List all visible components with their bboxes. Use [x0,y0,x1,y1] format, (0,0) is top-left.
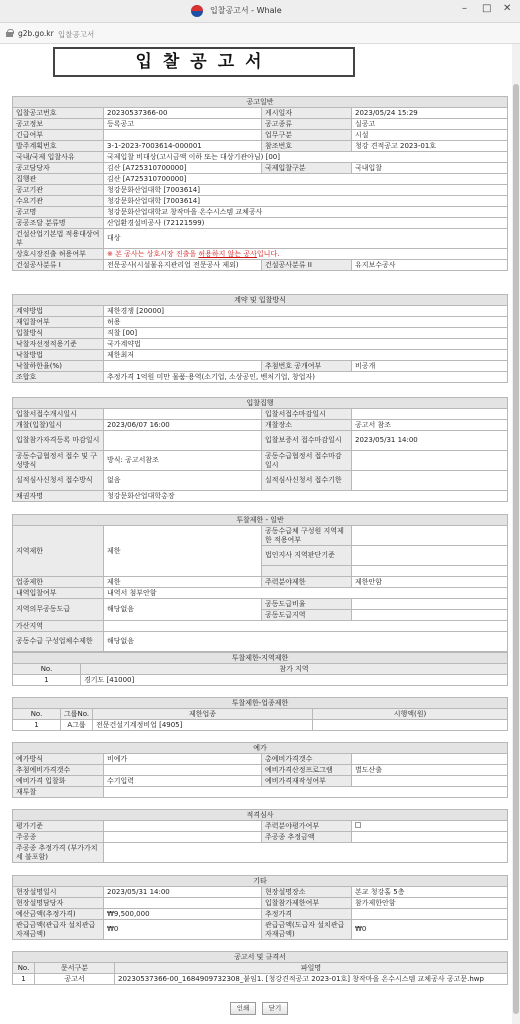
label: 주공종 [13,832,104,843]
label: 입찰방식 [13,328,104,339]
cia-target: 대상 [104,229,508,249]
site-place: 본교 청강홀 5층 [352,887,508,898]
page-content [0,44,520,1024]
label: 국내/국제 입찰사유 [13,152,104,163]
address-host: g2b.go.kr [18,29,54,38]
label: 주공종 추정금액 [262,832,352,843]
label: 공공조달 분류명 [13,218,104,229]
label: 내역입찰여부 [13,588,104,599]
open-place: 공고서 참조 [352,420,508,431]
label: 공고담당자 [13,163,104,174]
bid-way: 직찰 [00] [104,328,508,339]
perf-deadline [352,471,508,491]
label: 예산금액(추정가격) [13,909,104,920]
label: 공동수급협정서 접수 및 구성방식 [13,451,104,471]
print-button[interactable]: 인쇄 [230,1002,256,1015]
main-work-price [104,843,508,863]
label: 현장설명일시 [13,887,104,898]
joint-region [352,610,508,621]
label: 총예비가격갯수 [262,754,352,765]
label: 주력분야제한 [262,577,352,588]
construction-type-1: 전문공사(시설물유지관리업 전문공사 제외) [104,260,262,271]
price-program: 별도산출 [352,765,508,776]
label: 업종제한 [13,577,104,588]
label: 예비가격재작성여부 [262,776,352,787]
section-title: 투찰제한-지역제한 [13,653,508,664]
table-row [13,720,508,731]
label: 국제입찰구분 [262,163,352,174]
notice-org: 청강문화산업대학 [7003614] [104,185,508,196]
bid-number: 20230537366-00 [104,108,262,119]
row-no: 1 [13,675,81,686]
label: 낙찰자선정적용기준 [13,339,104,350]
row-group: A그룹 [61,720,93,731]
column-header: No. [13,963,35,974]
award-way: 제한최저 [104,350,508,361]
column-header: 파일명 [115,963,508,974]
column-header: 문서구분 [35,963,115,974]
label: 공동수급 구성업체수제한 [13,632,104,652]
label: 현장설명담당자 [13,898,104,909]
column-header: No. [13,664,81,675]
bid-execution-section [12,397,508,502]
label: 주력분야평가여부 [262,821,352,832]
label: 지역제한 [13,526,104,577]
column-header: 그룹No. [61,709,93,720]
table-row [13,675,508,686]
estimated-price [352,909,508,920]
construction-type-2: 유지보수공사 [352,260,508,271]
reference-number: 청강 견적공고 2023-01호 [352,141,508,152]
label: 긴급여부 [13,130,104,141]
share-deadline [352,451,508,471]
address-bar[interactable] [0,23,520,44]
plan-number: 3-1-2023-7003614-000001 [104,141,262,152]
creditor-name: 청강문화산업대학총장 [104,491,508,502]
draw-disclose: 비공개 [352,361,508,372]
label: 예비가격 입찰화 [13,776,104,787]
main-work-amount [352,832,508,843]
rebid: 허용 [104,317,508,328]
label [262,566,352,577]
lock-icon [6,29,13,37]
label: 예가방식 [13,754,104,765]
eval-standard [104,821,262,832]
button-bar [0,1002,520,1018]
label: 공고명 [13,207,104,218]
urgent-value [104,130,262,141]
scrollbar-thumb[interactable] [513,84,519,1014]
gov-amount-2: ₩0 [352,920,508,940]
section-title: 예가 [13,743,508,754]
perf-method: 없음 [104,471,262,491]
label: 관급금액(관급자 설치관급자재금액) [13,920,104,940]
contract-section [12,294,508,383]
label: 입찰참가자격등록 마감일시 [13,431,104,451]
empty-cell [352,566,508,577]
label: 실적심사신청서 접수방식 [13,471,104,491]
label: 공동도급지역 [262,610,352,621]
section-title: 공고서 및 규격서 [13,952,508,963]
label: 개찰(입찰)일시 [13,420,104,431]
row-region: 경기도 [41000] [81,675,508,686]
column-header: 제한업종 [93,709,313,720]
label: 예비가격산정프로그램 [262,765,352,776]
label: 현장설명장소 [262,887,352,898]
label: 평가기준 [13,821,104,832]
estimated-price-section [12,742,508,798]
site-date: 2023/05/31 14:00 [104,887,262,898]
region-limit: 제한 [104,526,262,577]
branch-criterion [352,546,508,566]
label: 업무구분 [262,130,352,141]
label: 공고종류 [262,119,352,130]
file-link[interactable]: 20230537366-00_1684909732308_붙임1. [청강견적공고 2023-01호] 창작마을 온수시스템 교체공사 공고문.hwp [115,974,508,985]
budget: ₩9,500,000 [104,909,262,920]
joint-ratio [352,599,508,610]
label: 공고정보 [13,119,104,130]
label: 추정가격 [262,909,352,920]
terms: 추정가격 1억원 미만 물품·용역(소기업, 소상공인, 벤처기업, 창업자) [104,372,508,383]
industry-limit: 제한 [104,577,262,588]
label: 발주계획번호 [13,141,104,152]
demand-org: 청강문화산업대학 [7003614] [104,196,508,207]
minimize-icon[interactable]: – [462,3,467,14]
share-method: 방식: 공고서참조 [104,451,262,471]
award-standard: 국가계약법 [104,339,508,350]
bid-limit-general-section [12,514,508,652]
contract-method: 제한경쟁 [20000] [104,306,508,317]
label: 공동도급비율 [262,599,352,610]
intl-type: 국내입찰 [352,163,508,174]
label: 추첨예비가격갯수 [13,765,104,776]
label: 공동수급협정서 접수마감일시 [262,451,352,471]
section-title: 투찰제한 - 일반 [13,515,508,526]
consort-limit [352,526,508,546]
label: 개찰장소 [262,420,352,431]
price-type: 비예가 [104,754,262,765]
label: 관급금액(도급자 설치관급자재금액) [262,920,352,940]
window-titlebar [0,0,520,23]
page-title: 입찰공고서 [53,47,355,77]
close-button[interactable]: 닫기 [262,1002,288,1015]
label: 상호시장진출 허용여부 [13,249,104,260]
row-no: 1 [13,720,61,731]
browser-logo-icon [191,5,203,17]
draw-count [104,765,262,776]
duty-joint: 해당없음 [104,599,262,621]
total-count [352,754,508,765]
checkbox-icon[interactable] [355,822,361,828]
label: 공동수급체 구성원 지역제한 적용여부 [262,526,352,546]
gov-amount: ₩0 [104,920,262,940]
price-input: 수기입력 [104,776,262,787]
bid-limit-region-section [12,652,508,686]
open-date: 2023/06/07 16:00 [104,420,262,431]
label: 실적심사신청서 접수기한 [262,471,352,491]
etc-section [12,875,508,940]
label: 재투찰 [13,787,104,798]
label: 지역의무공동도급 [13,599,104,621]
notice-kind: 실공고 [352,119,508,130]
section-title: 적격심사 [13,810,508,821]
notice-name: 청강문화산업대학교 창작마을 온수시스템 교체공사 [104,207,508,218]
label: 입찰보증서 접수마감일시 [262,431,352,451]
general-section [12,96,508,271]
qualification-section [12,809,508,863]
label: 계약방법 [13,306,104,317]
window-title: 입찰공고서 - Whale [210,6,282,15]
address-path: 입찰공고서 [58,30,95,39]
notice-info: 등록공고 [104,119,262,130]
member-limit: 해당없음 [104,632,508,652]
row-amount [313,720,508,731]
section-title: 기타 [13,876,508,887]
executor: 김산 [A725310700000] [104,174,508,185]
main-eval-check[interactable] [352,821,508,832]
business-type: 시설 [352,130,508,141]
label: 주공종 추정가격 (부가가치세 불포함) [13,843,104,863]
label: 낙찰방법 [13,350,104,361]
label: 건설산업기본법 적용대상여부 [13,229,104,249]
maximize-icon[interactable]: □ [482,3,492,14]
label: 가산지역 [13,621,104,632]
site-required: 참가제한안함 [352,898,508,909]
row-industry: 전문건설기계정비업 [4905] [93,720,313,731]
label: 추첨번호 공개여부 [262,361,352,372]
rebid-value [104,787,508,798]
site-person [104,898,262,909]
section-title: 공고일반 [13,97,508,108]
label: 입찰서접수개시일시 [13,409,104,420]
scrollbar[interactable] [512,44,520,1024]
label: 수요기관 [13,196,104,207]
section-title: 투찰제한-업종제한 [13,698,508,709]
label: 채권자명 [13,491,104,502]
column-header: No. [13,709,61,720]
price-rewrite [352,776,508,787]
extra-region [104,621,508,632]
table-row [13,974,508,985]
bid-start [104,409,262,420]
label: 게시일자 [262,108,352,119]
close-icon[interactable]: ✕ [503,3,512,14]
main-industry-limit: 제한안함 [352,577,508,588]
main-work [104,832,262,843]
label: 건설공사분류 I [13,260,104,271]
label: 법인지사 지역판단기준 [262,546,352,566]
row-no: 1 [13,974,35,985]
guarantee-deadline: 2023/05/31 14:00 [352,431,508,451]
intl-reason: 국제입찰 비대상(고시금액 이하 또는 대상기관아님) [00] [104,152,508,163]
notice-owner: 김산 [A725310700000] [104,163,262,174]
section-title: 입찰집행 [13,398,508,409]
label: 참조번호 [262,141,352,152]
label: 재입찰여부 [13,317,104,328]
bid-end [352,409,508,420]
low-rate [104,361,262,372]
column-header: 참가 지역 [81,664,508,675]
label: 공고기관 [13,185,104,196]
section-title: 계약 및 입찰방식 [13,295,508,306]
procurement-class: 산업환경설비공사 (72121599) [104,218,508,229]
mutual-market-notice: ※ 본 공사는 상호시장 진출을 허용하지 않는 공사입니다. [104,249,508,260]
label: 입찰참가제한여부 [262,898,352,909]
documents-section [12,951,508,985]
itemized-bid: 내역서 첨부안함 [104,588,508,599]
label: 건설공사분류 II [262,260,352,271]
post-date: 2023/05/24 15:29 [352,108,508,119]
reg-deadline [104,431,262,451]
label: 낙찰하한율(%) [13,361,104,372]
label: 집행관 [13,174,104,185]
label: 입찰서접수마감일시 [262,409,352,420]
row-doc-type: 공고서 [35,974,115,985]
label: 입찰공고번호 [13,108,104,119]
label: 조합호 [13,372,104,383]
column-header: 시행액(원) [313,709,508,720]
bid-limit-industry-section [12,697,508,731]
